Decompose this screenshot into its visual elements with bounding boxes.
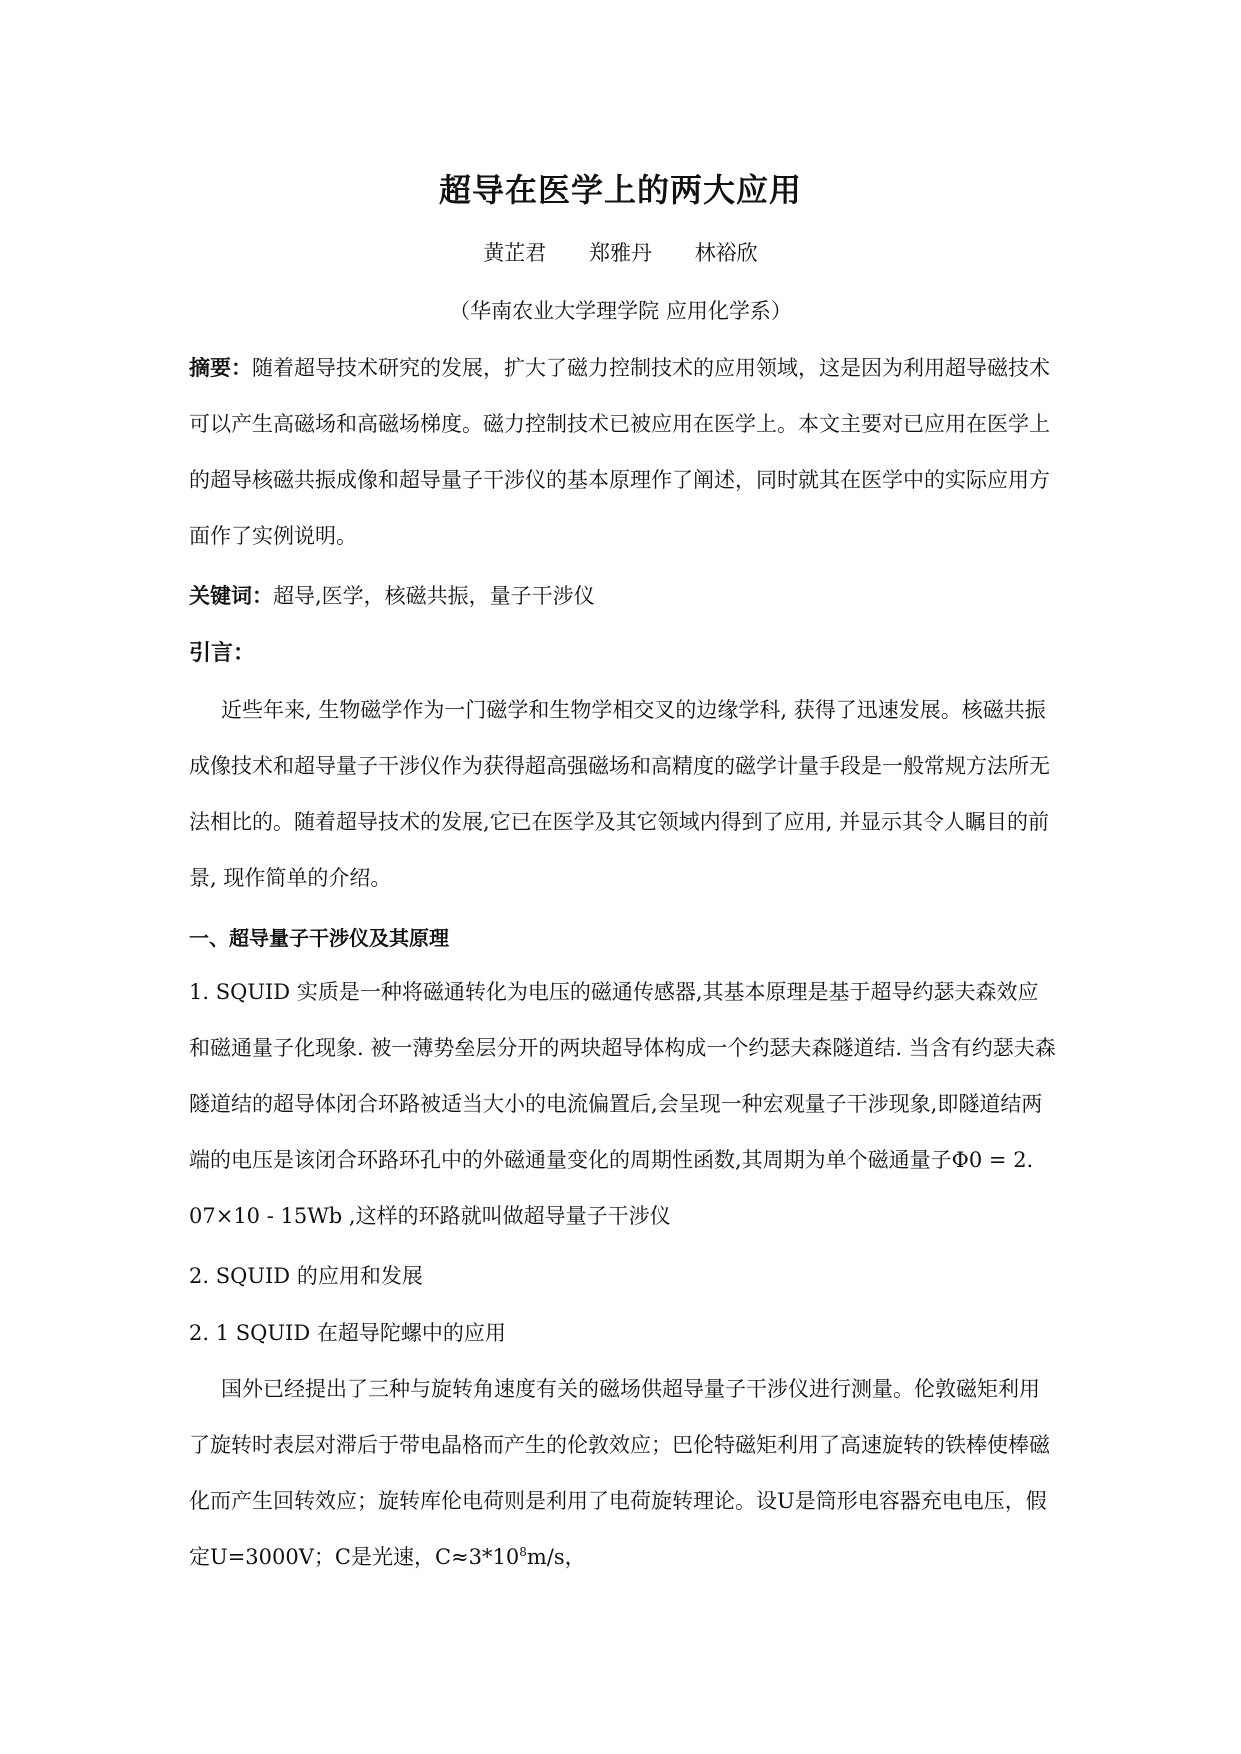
subsection-heading: 2. SQUID 的应用和发展 (189, 1264, 423, 1288)
author-name: 林裕欣 (694, 241, 758, 265)
body-paragraph: 1. SQUID 实质是一种将磁通转化为电压的磁通传感器,其基本原理是基于超导约瑟夫森效应和磁通量子化现象. 被一薄势垒层分开的两块超导体构成一个约瑟夫森隧道结. 当含有约瑟夫森隧道结的超导体闭合环路被适当大小的电流偏置后,会呈现一种宏观量子干涉现象,即隧道结两端的电压是该闭合环路环孔中的外磁通量变化的周期性函数,其周期为单个磁通量子Φ0 = 2. 07×10 - 15Wb ,这样的环路就叫做超导量子干涉仪 (189, 980, 1056, 1228)
keywords-line (189, 568, 1059, 624)
keywords-text: 超导,医学，核磁共振，量子干涉仪 (273, 584, 595, 608)
affiliation: （华南农业大学理学院 应用化学系） (449, 299, 792, 323)
abstract-text: 随着超导技术研究的发展，扩大了磁力控制技术的应用领域，这是因为利用超导磁技术可以产生高磁场和高磁场梯度。磁力控制技术已被应用在医学上。本文主要对已应用在医学上的超导核磁共振成像和超导量子干涉仪的基本原理作了阐述，同时就其在医学中的实际应用方面作了实例说明。 (189, 356, 1050, 548)
body-paragraph (189, 1361, 1059, 1585)
author-list (0, 237, 1241, 267)
body-text: 国外已经提出了三种与旋转角速度有关的磁场供超导量子干涉仪进行测量。伦敦磁矩利用了旋转时表层对滞后于带电晶格而产生的伦敦效应；巴伦特磁矩利用了高速旋转的铁棒使棒磁化而产生回转效应；旋转库伦电荷则是利用了电荷旋转理论。设U是筒形电容器充电电压，假定U=3000V；C是光速，C≈3*10 (189, 1377, 1050, 1569)
keywords-label: 关键词： (189, 584, 273, 608)
subsection-heading: 2. 1 SQUID 在超导陀螺中的应用 (189, 1321, 506, 1345)
intro-paragraph: 近些年来, 生物磁学作为一门磁学和生物学相交叉的边缘学科, 获得了迅速发展。核磁共振成像技术和超导量子干涉仪作为获得超高强磁场和高精度的磁学计量手段是一般常规方法所无法相比的。随着超导技术的发展,它已在医学及其它领域内得到了应用, 并显示其令人瞩目的前景, 现作简单的介绍。 (189, 698, 1050, 890)
author-name: 郑雅丹 (589, 241, 652, 265)
abstract-label: 摘要： (189, 356, 252, 380)
superscript: 8 (519, 1545, 527, 1559)
author-name: 黄芷君 (483, 241, 547, 265)
intro-heading: 引言： (189, 641, 256, 666)
page-title: 超导在医学上的两大应用 (438, 171, 802, 209)
section-heading: 一、超导量子干涉仪及其原理 (189, 926, 449, 950)
body-text: m/s， (526, 1545, 586, 1569)
abstract-paragraph (189, 340, 1059, 564)
